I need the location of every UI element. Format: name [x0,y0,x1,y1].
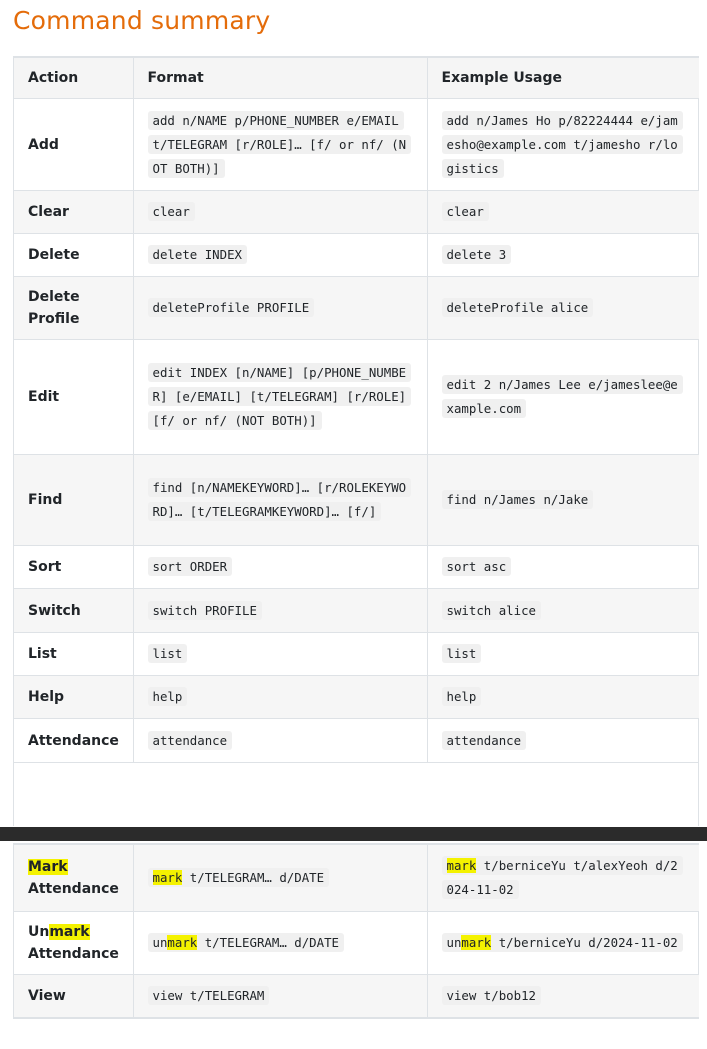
example-code: help [442,687,482,706]
table-row-list [14,633,699,676]
example-code: sort asc [442,557,512,576]
command-name: View [14,975,133,1018]
command-example [427,191,699,234]
example-code: clear [442,202,489,221]
search-highlight: mark [152,870,183,885]
format-code-prefix: un [152,935,168,950]
example-code: list [442,644,482,663]
command-format [133,845,427,912]
command-format [133,546,427,589]
example-code: switch alice [442,601,542,620]
example-code: deleteProfile alice [442,298,594,317]
command-name [14,912,133,975]
command-table-continued [13,843,699,1019]
example-code-prefix: un [446,935,462,950]
command-example [427,589,699,633]
page-divider [0,827,707,841]
format-code: delete INDEX [148,245,248,264]
command-name: Help [14,676,133,719]
table-row-edit [14,340,699,455]
search-highlight: mark [446,858,477,873]
command-example [427,277,699,340]
example-code: find n/James n/Jake [442,490,594,509]
command-format [133,455,427,546]
example-code: attendance [442,731,527,750]
format-code: find [n/NAMEKEYWORD]… [r/ROLEKEYWORD]… [t/TELEGRAMKEYWORD]… [f/] [148,478,412,521]
command-name-prefix: Un [28,924,50,940]
table-row-clear [14,191,699,234]
example-code [442,856,683,899]
example-code-rest: t/berniceYu d/2024-11-02 [491,935,678,950]
format-code-rest: t/TELEGRAM… d/DATE [182,870,325,885]
command-example [427,99,699,191]
command-example [427,455,699,546]
format-code: view t/TELEGRAM [148,986,270,1005]
command-table-part-2 [14,844,699,1018]
format-code: deleteProfile PROFILE [148,298,315,317]
format-code: switch PROFILE [148,601,262,620]
command-format [133,99,427,191]
command-format [133,191,427,234]
command-format [133,277,427,340]
page-title: Command summary [13,6,271,35]
command-name: Find [14,455,133,546]
format-code: help [148,687,188,706]
format-code: sort ORDER [148,557,233,576]
table-row-delete-profile [14,277,699,340]
search-highlight: mark [461,935,492,950]
table-header-row [14,58,699,99]
format-code: add n/NAME p/PHONE_NUMBER e/EMAIL t/TELEGRAM [r/ROLE]… [f/ or nf/ (NOT BOTH)] [148,111,412,178]
header-format: Format [133,58,427,99]
command-table-container [13,56,699,826]
command-format [133,719,427,763]
command-table [14,58,699,763]
command-format [133,340,427,455]
format-code: clear [148,202,195,221]
table-row-help [14,676,699,719]
example-code: edit 2 n/James Lee e/jameslee@example.com [442,375,683,418]
command-name: Clear [14,191,133,234]
format-code: attendance [148,731,233,750]
command-format [133,589,427,633]
command-name-rest: Attendance [28,881,119,897]
header-example: Example Usage [427,58,699,99]
example-code: add n/James Ho p/82224444 e/jamesho@example.com t/jamesho r/logistics [442,111,683,178]
command-name: Delete Profile [14,277,133,340]
command-name: Edit [14,340,133,455]
command-format [133,633,427,676]
search-highlight: mark [167,935,198,950]
command-name: Add [14,99,133,191]
command-name: List [14,633,133,676]
command-example [427,676,699,719]
format-code: list [148,644,188,663]
command-format [133,234,427,277]
command-example [427,912,699,975]
header-action: Action [14,58,133,99]
command-example [427,633,699,676]
command-example [427,234,699,277]
command-name: Switch [14,589,133,633]
command-example [427,975,699,1018]
command-name: Sort [14,546,133,589]
example-code-rest: t/berniceYu t/alexYeoh d/2024-11-02 [446,858,678,897]
table-row-find [14,455,699,546]
table-row-mark-attendance [14,845,699,912]
command-format [133,676,427,719]
table-row-unmark-attendance [14,912,699,975]
example-code [442,933,683,952]
format-code: edit INDEX [n/NAME] [p/PHONE_NUMBER] [e/EMAIL] [t/TELEGRAM] [r/ROLE] [f/ or nf/ (NOT BOTH)] [148,363,412,430]
table-row-add [14,99,699,191]
command-format [133,975,427,1018]
search-highlight: Mark [28,859,68,875]
format-code [148,868,330,887]
table-row-delete [14,234,699,277]
table-row-attendance [14,719,699,763]
format-code-rest: t/TELEGRAM… d/DATE [197,935,340,950]
table-row-view [14,975,699,1018]
command-example [427,719,699,763]
command-name: Attendance [14,719,133,763]
command-example [427,546,699,589]
table-row-switch [14,589,699,633]
format-code [148,933,345,952]
example-code: delete 3 [442,245,512,264]
command-name: Delete [14,234,133,277]
table-row-sort [14,546,699,589]
search-highlight: mark [49,924,90,940]
command-example [427,340,699,455]
command-format [133,912,427,975]
command-example [427,845,699,912]
example-code: view t/bob12 [442,986,542,1005]
command-name [14,845,133,912]
command-name-rest: Attendance [28,946,119,962]
